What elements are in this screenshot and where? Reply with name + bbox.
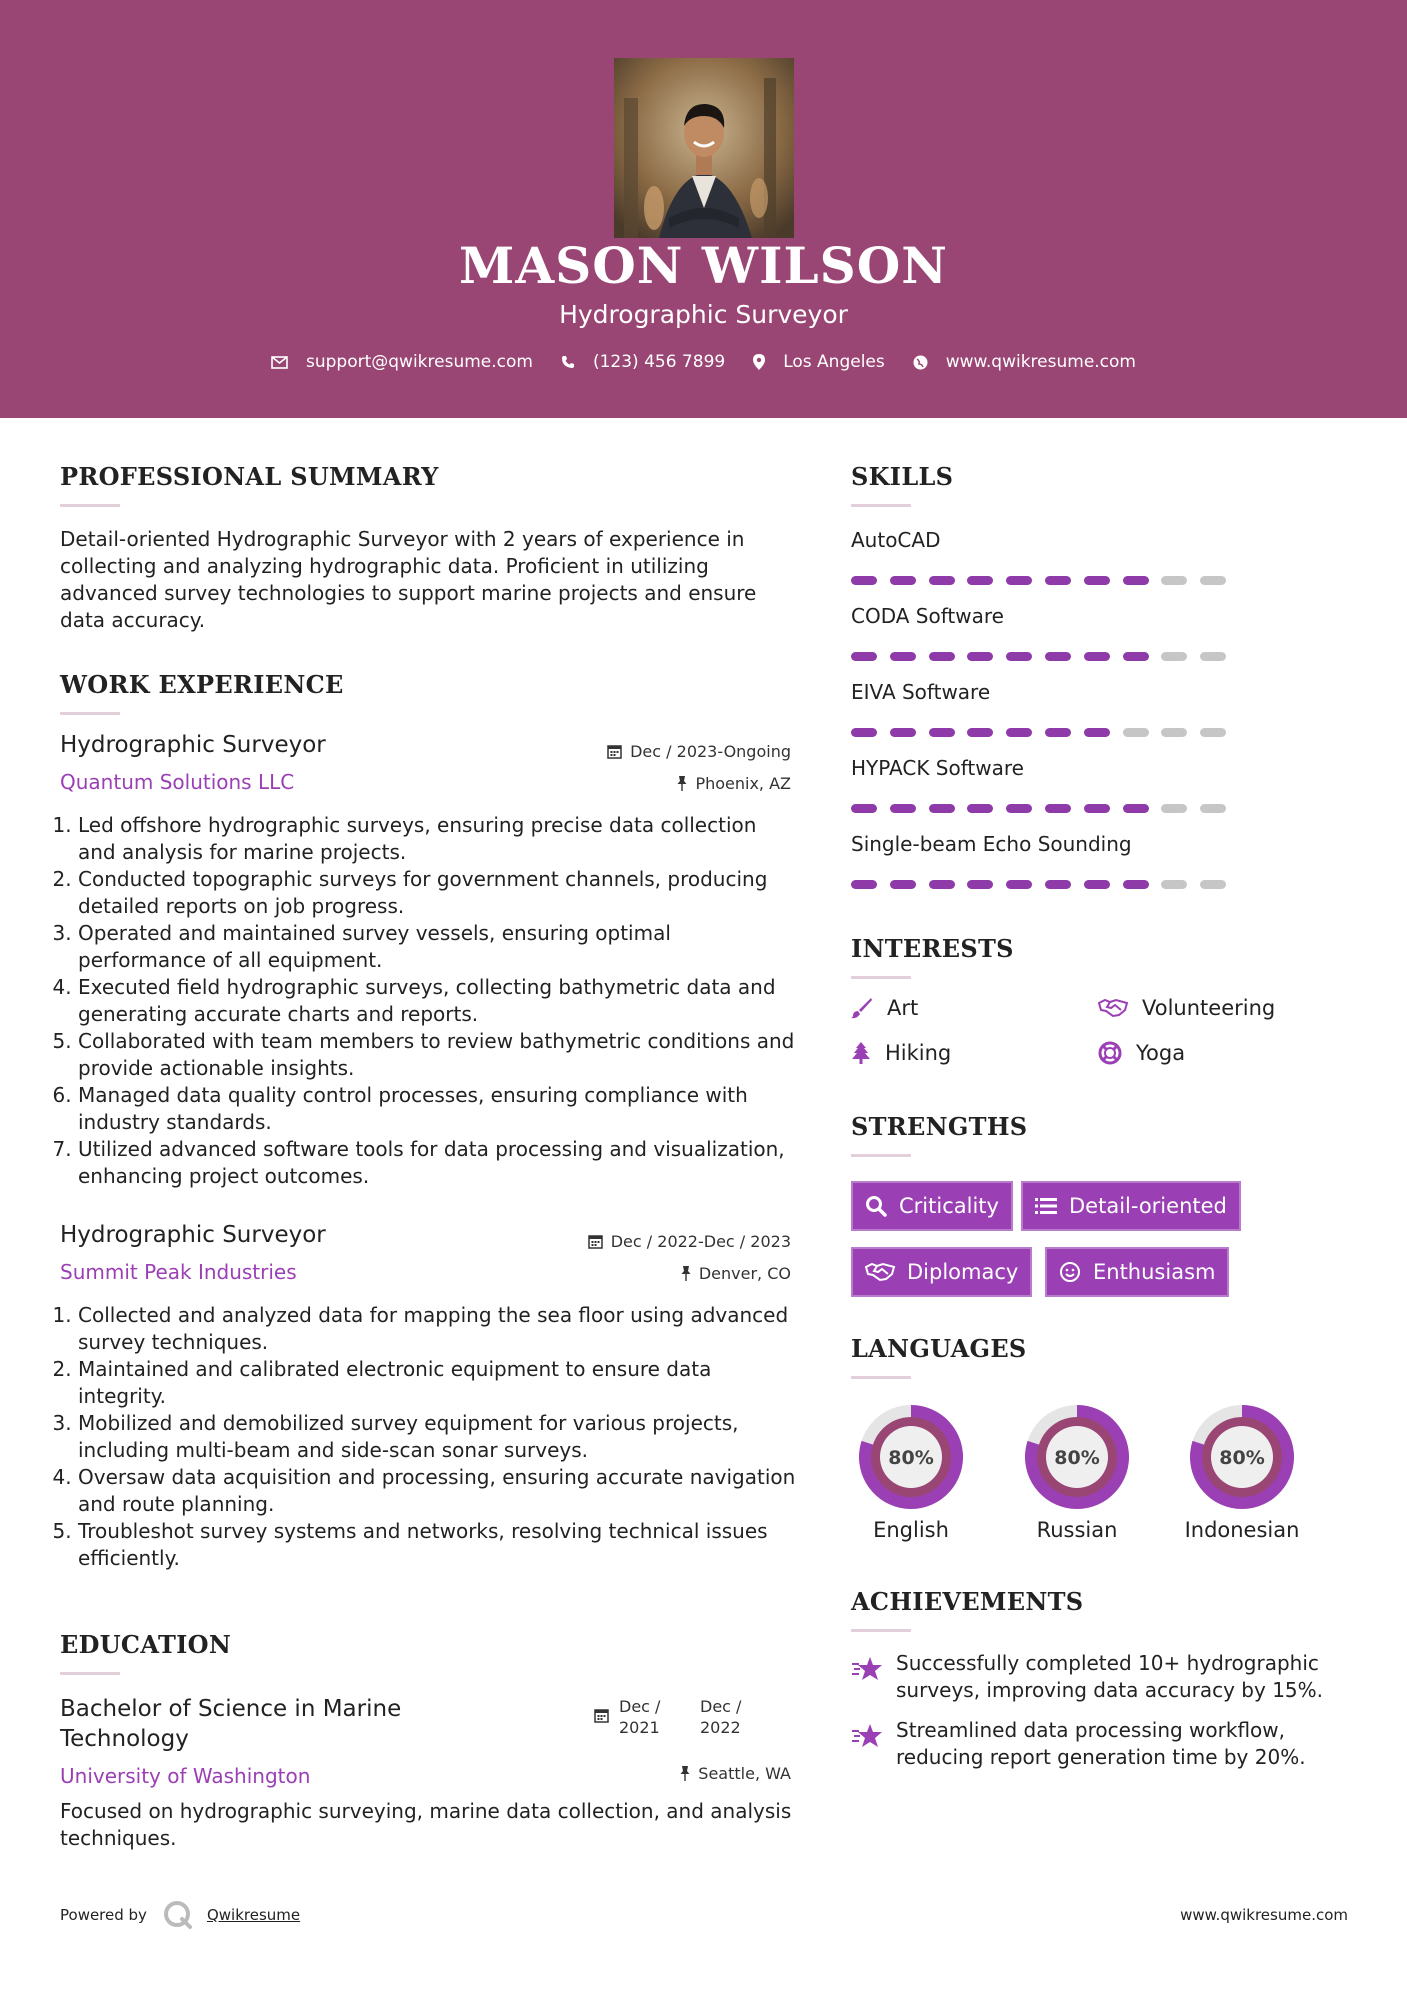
skill-segment [929, 576, 955, 585]
skill-name: EIVA Software [851, 680, 991, 704]
skill-segment [1123, 576, 1149, 585]
education-location: Seattle, WA [560, 1764, 791, 1783]
list-item: 2. Maintained and calibrated electronic equipment to ensure data integrity. [78, 1356, 800, 1410]
skill-bar [851, 728, 1231, 737]
list-item: 5. Troubleshot survey systems and networks, resolving technical issues efficiently. [78, 1518, 800, 1572]
language-ring [859, 1405, 963, 1509]
skill-segment [1123, 728, 1149, 737]
skill-segment [1161, 880, 1187, 889]
skill-segment [929, 728, 955, 737]
language-name: Russian [1036, 1518, 1118, 1542]
skill-segment [890, 652, 916, 661]
skill-name: CODA Software [851, 604, 1004, 628]
skill-segment [1123, 880, 1149, 889]
education-heading: EDUCATION [60, 1630, 232, 1659]
language-name: Indonesian [1184, 1518, 1300, 1542]
paintbrush-icon [851, 997, 873, 1019]
skill-segment [1123, 652, 1149, 661]
strength-tag: Enthusiasm [1045, 1247, 1229, 1297]
list-item: 2. Conducted topographic surveys for government channels, producing detailed reports on job progress. [78, 866, 800, 920]
list-item: 7. Utilized advanced software tools for data processing and visualization, enhancing project outcomes. [78, 1136, 800, 1190]
skill-segment [851, 576, 877, 585]
job-company: Quantum Solutions LLC [60, 770, 295, 794]
job-company: Summit Peak Industries [60, 1260, 297, 1284]
strengths-heading: STRENGTHS [851, 1112, 1028, 1141]
language-name: English [873, 1518, 949, 1542]
lifebuoy-icon [1098, 1041, 1122, 1065]
strength-tag: Criticality [851, 1181, 1013, 1231]
skill-segment [967, 652, 993, 661]
skill-bar [851, 576, 1231, 585]
list-item: 5. Collaborated with team members to review bathymetric conditions and provide actionable insights. [78, 1028, 800, 1082]
skill-segment [890, 576, 916, 585]
language-percent-label: 80% [1054, 1447, 1100, 1469]
smile-icon [1059, 1261, 1081, 1283]
list-icon [1035, 1197, 1057, 1215]
skill-name: HYPACK Software [851, 756, 1024, 780]
skill-segment [1045, 728, 1071, 737]
skill-segment [1161, 804, 1187, 813]
job-bullets [60, 812, 800, 1190]
languages-heading: LANGUAGES [851, 1334, 1027, 1363]
list-item: 3. Operated and maintained survey vessels, ensuring optimal performance of all equipment. [78, 920, 800, 974]
languages-chart [850, 1395, 1265, 1520]
skill-segment [1006, 576, 1032, 585]
list-item: 6. Managed data quality control processes, ensuring compliance with industry standards. [78, 1082, 800, 1136]
skill-segment [1084, 804, 1110, 813]
skill-segment [1084, 652, 1110, 661]
skill-segment [890, 728, 916, 737]
skill-segment [967, 804, 993, 813]
list-item: 1. Led offshore hydrographic surveys, ensuring precise data collection and analysis for marine projects. [78, 812, 800, 866]
skills-heading: SKILLS [851, 462, 954, 491]
skill-segment [1200, 880, 1226, 889]
skill-segment [1006, 652, 1032, 661]
contact-location: Los Angeles [753, 352, 885, 372]
skill-segment [1045, 880, 1071, 889]
calendar-icon [594, 1708, 609, 1723]
profile-photo [614, 58, 794, 238]
strength-tag: Diplomacy [851, 1247, 1032, 1297]
job-bullets [60, 1302, 800, 1572]
star-icon [851, 1723, 883, 1749]
skill-segment [1200, 804, 1226, 813]
envelope-icon [271, 356, 288, 369]
achievement-item: Successfully completed 10+ hydrographic surveys, improving data accuracy by 15%. [851, 1650, 1331, 1706]
tree-icon [851, 1042, 871, 1064]
contact-phone[interactable]: (123) 456 7899 [561, 352, 725, 372]
degree: Bachelor of Science in Marine Technology [60, 1696, 402, 1752]
skill-segment [1084, 576, 1110, 585]
skill-segment [1200, 576, 1226, 585]
contact-website[interactable]: www.qwikresume.com [913, 352, 1136, 372]
skill-segment [967, 880, 993, 889]
job-location: Phoenix, AZ [560, 774, 791, 793]
skill-segment [1084, 728, 1110, 737]
skill-segment [890, 880, 916, 889]
skill-segment [1200, 652, 1226, 661]
skill-segment [1200, 728, 1226, 737]
skill-segment [967, 576, 993, 585]
summary-heading: PROFESSIONAL SUMMARY [60, 462, 439, 491]
contact-email[interactable]: support@qwikresume.com [271, 352, 533, 372]
skill-segment [851, 804, 877, 813]
footer-powered-by: Powered by Qwikresume [60, 1900, 300, 1930]
skill-bar [851, 880, 1231, 889]
handshake-icon [865, 1262, 895, 1282]
skill-segment [1006, 880, 1032, 889]
job-date: Dec / 2023-Ongoing [560, 742, 791, 761]
job-title: Hydrographic Surveyor [60, 732, 326, 758]
handshake-icon [1098, 998, 1128, 1018]
achievements-heading: ACHIEVEMENTS [851, 1587, 1084, 1616]
skill-segment [851, 652, 877, 661]
skill-segment [1161, 652, 1187, 661]
skill-segment [1045, 576, 1071, 585]
interests-divider [851, 976, 911, 979]
list-item: 4. Oversaw data acquisition and processing, ensuring accurate navigation and route planning. [78, 1464, 800, 1518]
skill-bar [851, 652, 1231, 661]
skill-name: Single-beam Echo Sounding [851, 832, 1132, 856]
education-description: Focused on hydrographic surveying, marine data collection, and analysis techniques. [60, 1799, 792, 1850]
language-percent-label: 80% [1219, 1447, 1265, 1469]
skill-bar [851, 804, 1231, 813]
summary-text: Detail-oriented Hydrographic Surveyor with 2 years of experience in collecting and analyzing hydrographic data. Proficient in utilizing advanced survey technologies to support marine projects and ensure data accuracy. [60, 527, 757, 632]
skill-segment [1006, 728, 1032, 737]
strengths-divider [851, 1154, 911, 1157]
interest-item: Hiking [851, 1041, 951, 1065]
pushpin-icon [677, 776, 687, 791]
achievement-item: Streamlined data processing workflow, reducing report generation time by 20%. [851, 1717, 1331, 1773]
language-ring [1190, 1405, 1294, 1509]
skill-segment [967, 728, 993, 737]
languages-divider [851, 1376, 911, 1379]
skill-segment [1084, 880, 1110, 889]
skill-segment [1161, 576, 1187, 585]
qwikresume-link[interactable]: Qwikresume [206, 1906, 301, 1924]
phone-icon [561, 355, 575, 369]
school: University of Washington [60, 1764, 311, 1788]
language-ring [1025, 1405, 1129, 1509]
skill-segment [851, 880, 877, 889]
map-pin-icon [753, 354, 765, 370]
experience-heading: WORK EXPERIENCE [60, 670, 344, 699]
skill-segment [929, 652, 955, 661]
skill-segment [1045, 652, 1071, 661]
strength-tag: Detail-oriented [1021, 1181, 1241, 1231]
skill-segment [890, 804, 916, 813]
calendar-icon [588, 1234, 603, 1249]
skills-divider [851, 504, 911, 507]
interest-item: Volunteering [1098, 996, 1275, 1020]
language-percent-label: 80% [888, 1447, 934, 1469]
list-item: 3. Mobilized and demobilized survey equipment for various projects, including multi-beam and side-scan sonar surveys. [78, 1410, 800, 1464]
candidate-role: Hydrographic Surveyor [559, 300, 848, 329]
interest-item: Art [851, 996, 918, 1020]
summary-divider [60, 504, 120, 507]
calendar-icon [607, 744, 622, 759]
skill-segment [1006, 804, 1032, 813]
qwikresume-logo-icon [163, 1900, 193, 1930]
skill-segment [929, 880, 955, 889]
star-icon [851, 1656, 883, 1682]
job-title: Hydrographic Surveyor [60, 1222, 326, 1248]
list-item: 4. Executed field hydrographic surveys, collecting bathymetric data and generating accurate charts and reports. [78, 974, 800, 1028]
pushpin-icon [681, 1266, 691, 1281]
footer-site-link[interactable]: www.qwikresume.com [1180, 1906, 1348, 1924]
skill-segment [1161, 728, 1187, 737]
candidate-name: MASON WILSON [459, 236, 948, 295]
globe-icon [913, 355, 928, 370]
interest-item: Yoga [1098, 1041, 1185, 1065]
experience-divider [60, 712, 120, 715]
skill-segment [851, 728, 877, 737]
education-divider [60, 1672, 120, 1675]
job-date: Dec / 2022-Dec / 2023 [540, 1232, 791, 1251]
header [0, 0, 1407, 418]
skill-segment [1123, 804, 1149, 813]
achievements-divider [851, 1629, 911, 1632]
skill-segment [1045, 804, 1071, 813]
skill-segment [929, 804, 955, 813]
contact-bar [0, 352, 1407, 372]
skill-name: AutoCAD [851, 528, 941, 552]
interests-heading: INTERESTS [851, 934, 1014, 963]
list-item: 1. Collected and analyzed data for mapping the sea floor using advanced survey techniques. [78, 1302, 800, 1356]
search-icon [865, 1195, 887, 1217]
job-location: Denver, CO [560, 1264, 791, 1283]
pushpin-icon [680, 1766, 690, 1781]
